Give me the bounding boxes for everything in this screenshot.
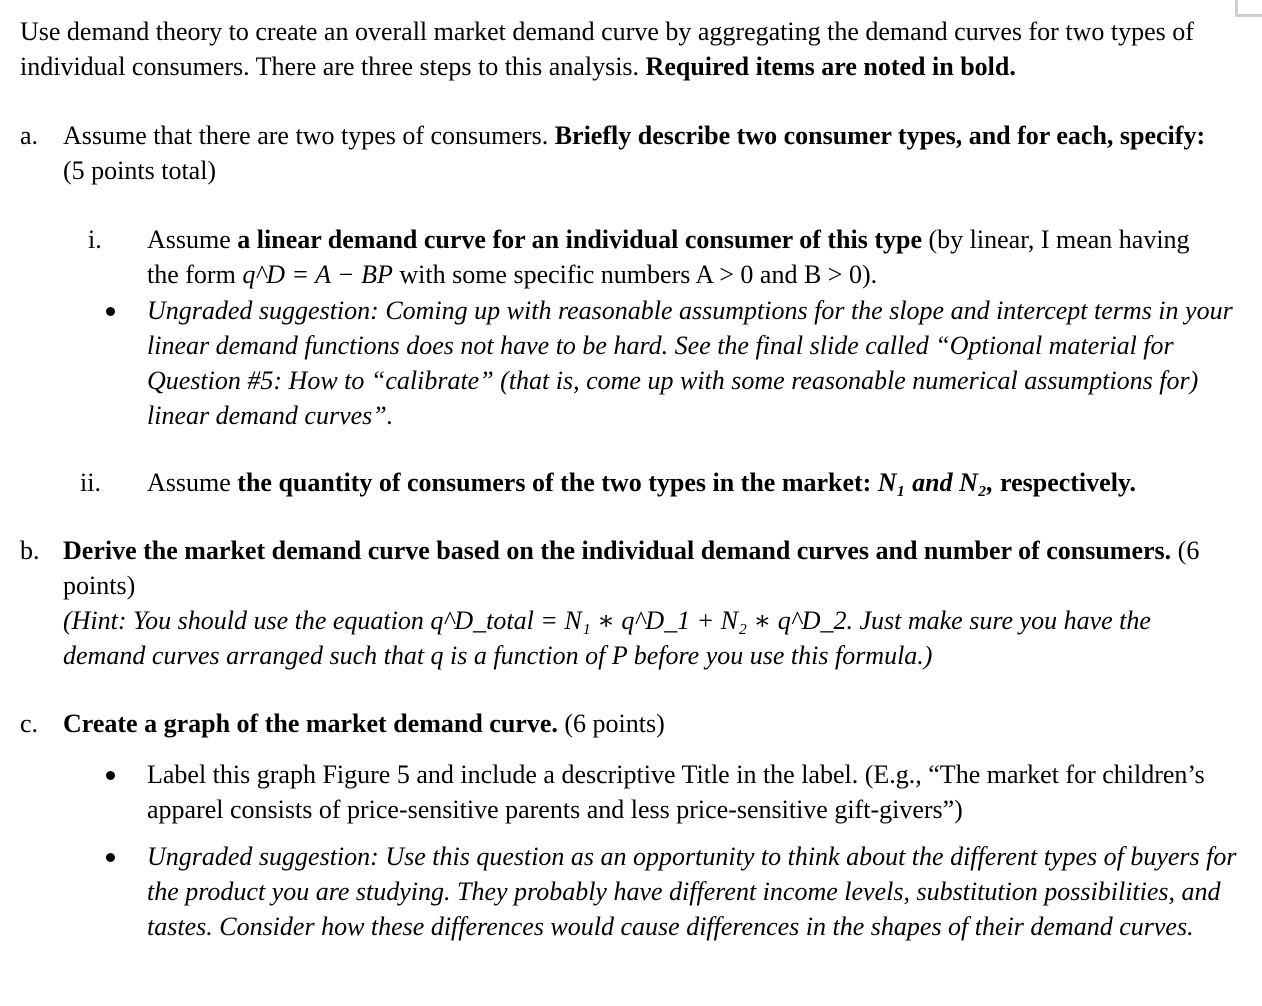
item-ii-text-1: Assume: [147, 468, 238, 497]
part-b-hint-2: . Just make sure you have the demand curves arranged such that q is a function of P before you use this formula.): [63, 606, 1151, 670]
item-i-suggestion: [147, 293, 1237, 433]
item-ii-text: [147, 465, 1247, 500]
part-b-bold: Derive the market demand curve based on the individual demand curves and number of consumers.: [63, 536, 1172, 565]
item-i-suggestion-text: Ungraded suggestion: Coming up with reasonable assumptions for the slope and intercept terms in your linear demand functions does not have to be hard. See the final slide called “Optional material for Question #5: How to “calibrate” (that is, come up with some reasonable numerical assumptions for) linear demand curves”.: [147, 296, 1233, 430]
item-ii-bold: the quantity of consumers of the two types in the market:: [237, 468, 878, 497]
part-c-marker: c.: [20, 709, 39, 738]
part-b-marker: b.: [20, 536, 40, 565]
part-c-bullet-2: [147, 839, 1242, 944]
item-i-marker: i.: [88, 225, 102, 254]
intro-text: Use demand theory to create an overall market demand curve by aggregating the demand curves for two types of individual consumers. There are three steps to this analysis.: [20, 17, 1194, 81]
part-a-text-2: (5 points total): [63, 156, 217, 185]
part-b-points: (6 points): [63, 536, 1200, 600]
part-b-hint-1: (Hint: You should use the equation: [63, 606, 431, 635]
item-ii-bold-2: respectively.: [993, 468, 1136, 497]
item-i-text-2: (by linear, I mean having the form: [147, 225, 1190, 289]
bullet-icon: [106, 771, 115, 780]
part-a-bold: Briefly describe two consumer types, and for each, specify:: [554, 121, 1206, 150]
part-c-bullet-1: [147, 757, 1227, 827]
item-i-text-1: Assume: [147, 225, 238, 254]
bullet-icon: [106, 853, 115, 862]
item-ii-marker: ii.: [80, 468, 101, 497]
intro-paragraph: [20, 14, 1240, 84]
part-c-bullet-2-text: Ungraded suggestion: Use this question as an opportunity to think about the different types of buyers for the product you are studying. They probably have different income levels, substitution possibilities, and tastes. Consider how these differences would cause differences in the shapes of their demand curves.: [147, 842, 1237, 941]
item-i-bold: a linear demand curve for an individual consumer of this type: [237, 225, 923, 254]
item-ii-formula: N₁ and N₂,: [877, 468, 994, 497]
part-a-text-1: Assume that there are two types of consumers.: [63, 121, 555, 150]
intro-bold-text: Required items are noted in bold.: [645, 52, 1016, 81]
demand-formula: q^D = A − BP: [242, 260, 393, 289]
market-demand-formula: q^D_total = N₁ ∗ q^D_1 + N₂ ∗ q^D_2: [430, 606, 847, 635]
item-i-text: [147, 222, 1227, 292]
part-a-text: [63, 118, 1223, 188]
part-c-bold: Create a graph of the market demand curve.: [63, 709, 558, 738]
part-c-text: [63, 706, 1223, 741]
part-c-bullet-1-text: Label this graph Figure 5 and include a descriptive Title in the label. (E.g., “The market for children’s apparel consists of price-sensitive parents and less price-sensitive gift-givers”): [147, 760, 1205, 824]
bullet-icon: [106, 307, 115, 316]
item-i-text-3: with some specific numbers A > 0 and B > 0).: [392, 260, 878, 289]
part-c-points: (6 points): [557, 709, 665, 738]
part-b-text: [63, 533, 1223, 673]
part-a-marker: a.: [20, 121, 39, 150]
